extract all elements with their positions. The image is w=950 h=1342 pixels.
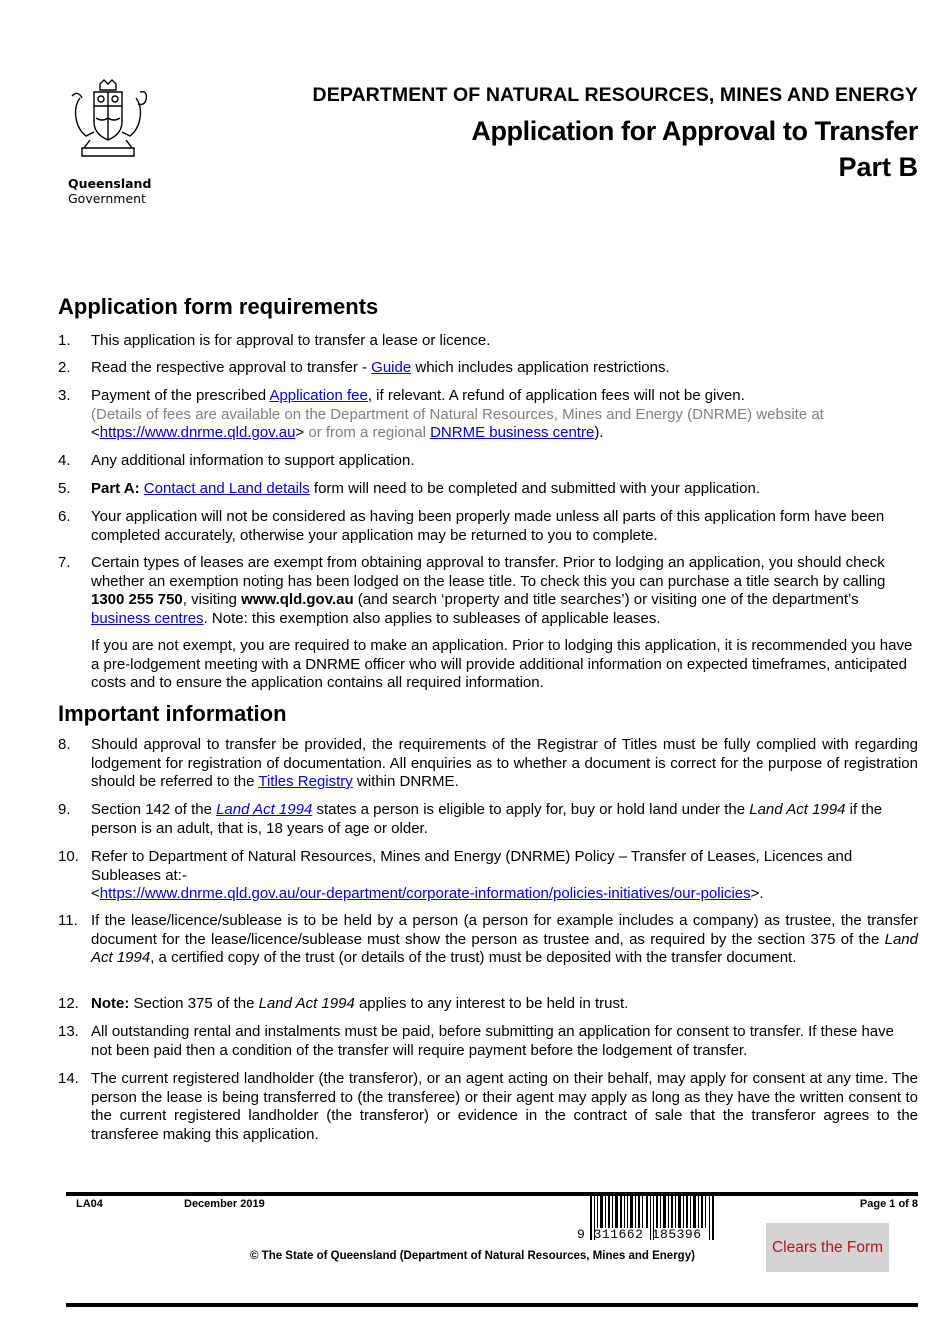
url-bracket: > (295, 424, 305, 441)
act-name: Land Act 1994 (258, 995, 355, 1012)
item-number: 4. (58, 452, 71, 469)
item-text: Your application will not be considered as having been properly made unless all parts of this application form have been completed accurately, otherwise your application may be returned to you to complete. (91, 508, 885, 544)
act-name: Land Act 1994 (91, 930, 918, 966)
business-centres-link[interactable]: business centres (91, 609, 204, 627)
guide-link[interactable]: Guide (371, 359, 412, 376)
application-fee-link[interactable]: Application fee (269, 387, 368, 404)
logo-line-queensland: Queensland (68, 176, 152, 191)
list-item (58, 1070, 918, 1144)
form-title: Application for Approval to Transfer (471, 116, 918, 146)
page-number: Page 1 of 8 (859, 1198, 918, 1210)
item-text: Refer to Department of Natural Resources, Mines and Energy (DNRME) Policy – Transfer of Leases, Licences and Subleases at:- (91, 848, 853, 884)
item-number: 5. (58, 480, 71, 497)
list-item (58, 480, 918, 499)
fees-note-close: ). (594, 424, 604, 441)
item-text: states a person is eligible to apply for, buy or hold land under the (312, 801, 750, 818)
form-code: LA04 (76, 1198, 103, 1210)
item-text: applies to any interest to be held in trust. (354, 995, 629, 1012)
list-item (58, 508, 918, 545)
item-number: 14. (58, 1070, 79, 1087)
item-text: . Note: this exemption also applies to subleases of applicable leases. (203, 609, 661, 627)
url-bracket: < (91, 885, 100, 902)
act-name: Land Act 1994 (749, 801, 846, 818)
land-act-link[interactable]: Land Act 1994 (216, 801, 313, 818)
list-item (58, 387, 918, 443)
item-text: , a certified copy of the trust (or details of the trust) must be deposited with the transfer document. (150, 949, 797, 966)
policies-link[interactable]: https://www.dnrme.qld.gov.au/our-department/corporate-information/policies-initiatives/our-policies (99, 885, 751, 902)
clear-form-button[interactable]: Clears the Form (766, 1223, 889, 1272)
item-text: which includes application restrictions. (411, 359, 670, 376)
item-text: (and search ‘property and title searches’) or visiting one of the department’s (353, 591, 859, 608)
logo-wordmark (68, 176, 151, 206)
item-text: Read the respective approval to transfer - (91, 359, 372, 376)
item-text: form will need to be completed and submitted with your application. (309, 480, 760, 497)
list-item (58, 359, 918, 378)
item-text: Section 375 of the (129, 995, 259, 1012)
requirements-heading: Application form requirements (58, 294, 379, 319)
item-text: , if relevant. A refund of application fees will not be given. (367, 387, 745, 404)
item-number: 12. (58, 995, 79, 1012)
item-number: 1. (58, 332, 71, 349)
list-item (58, 801, 918, 838)
item-text: This application is for approval to transfer a lease or licence. (91, 332, 491, 349)
item-text: If the lease/licence/sublease is to be held by a person (a person for example includes a company) as trustee, the transfer document for the lease/licence/sublease must show the person as trustee and, as required by the section 375 of the (91, 912, 918, 948)
item-number: 8. (58, 736, 71, 753)
url-bracket: < (91, 424, 100, 441)
part-a-label: Part A: (91, 480, 140, 497)
dnrme-website-link[interactable]: https://www.dnrme.qld.gov.au (99, 424, 296, 441)
item-text: Any additional information to support application. (91, 452, 415, 469)
item-text: , visiting (182, 591, 242, 608)
item-number: 6. (58, 508, 71, 525)
item-text: The current registered landholder (the transferor), or an agent acting on their behalf, may apply for consent at any time. The person the lease is being transferred to (the transferee) or their agent may apply as long as they have the written consent to the current registered landholder (the transferor) or evidence in the contract of sale that the transferor agrees to the transferee making this application. (91, 1070, 918, 1143)
fees-note: (Details of fees are available on the Department of Natural Resources, Mines and Energy (DNRME) website at (91, 405, 824, 423)
department-name: DEPARTMENT OF NATURAL RESOURCES, MINES AND ENERGY (312, 84, 918, 106)
item-number: 9. (58, 801, 71, 818)
phone-number: 1300 255 750 (91, 591, 183, 608)
list-item (58, 554, 918, 628)
fees-note: or from a regional (304, 424, 431, 441)
copyright-notice: © The State of Queensland (Department of Natural Resources, Mines and Energy) (250, 1250, 695, 1262)
footer-divider (66, 1303, 918, 1307)
item-text: Certain types of leases are exempt from obtaining approval to transfer. Prior to lodging an application, you should check whether an exemption noting has been lodged on the lease title. To check this you can purchase a title search by calling (91, 554, 886, 590)
exemption-paragraph: If you are not exempt, you are required to make an application. Prior to lodging this application, it is recommended you have a pre-lodgement meeting with a DNRME officer who will provide additional information on expected timeframes, anticipated costs and to ensure the application contains all required information. (91, 637, 913, 691)
item-number: 3. (58, 387, 71, 404)
list-item (58, 848, 918, 904)
form-part: Part B (838, 152, 918, 182)
note-label: Note: (91, 995, 130, 1012)
list-item (58, 736, 918, 792)
list-item (58, 995, 918, 1014)
item-number: 2. (58, 359, 71, 376)
important-heading: Important information (58, 701, 287, 726)
item-text: within DNRME. (352, 773, 459, 790)
logo-line-government: Government (68, 191, 146, 206)
titles-registry-link[interactable]: Titles Registry (258, 773, 353, 790)
business-centre-link[interactable]: DNRME business centre (430, 424, 595, 441)
barcode-number: 9 311662 185396 (577, 1227, 702, 1242)
item-number: 11. (58, 912, 78, 929)
item-text: All outstanding rental and instalments must be paid, before submitting an application for consent to transfer. If these have not been paid then a condition of the transfer will require payment before the lodgement of transfer. (91, 1023, 894, 1059)
form-date: December 2019 (184, 1198, 265, 1210)
contact-land-details-link[interactable]: Contact and Land details (143, 480, 310, 497)
list-item (58, 452, 918, 471)
item-text: Payment of the prescribed (91, 387, 270, 404)
list-item (58, 332, 918, 351)
item-number: 13. (58, 1023, 79, 1040)
list-item (58, 1023, 918, 1060)
url-bracket: >. (750, 885, 764, 902)
item-text: if the person is an adult, that is, 18 years of age or older. (91, 801, 883, 837)
item-text: Should approval to transfer be provided, the requirements of the Registrar of Titles must be fully complied with regarding lodgement for registration of documentation. All enquiries as to whether a document is correct for the purpose of registration should be referred to the (91, 736, 918, 790)
coat-of-arms-icon (60, 78, 154, 174)
item-number: 10. (58, 848, 79, 865)
item-text: Section 142 of the (91, 801, 217, 818)
footer-divider (66, 1192, 918, 1196)
list-item (58, 912, 918, 968)
website-name: www.qld.gov.au (241, 591, 354, 608)
item-number: 7. (58, 554, 71, 571)
